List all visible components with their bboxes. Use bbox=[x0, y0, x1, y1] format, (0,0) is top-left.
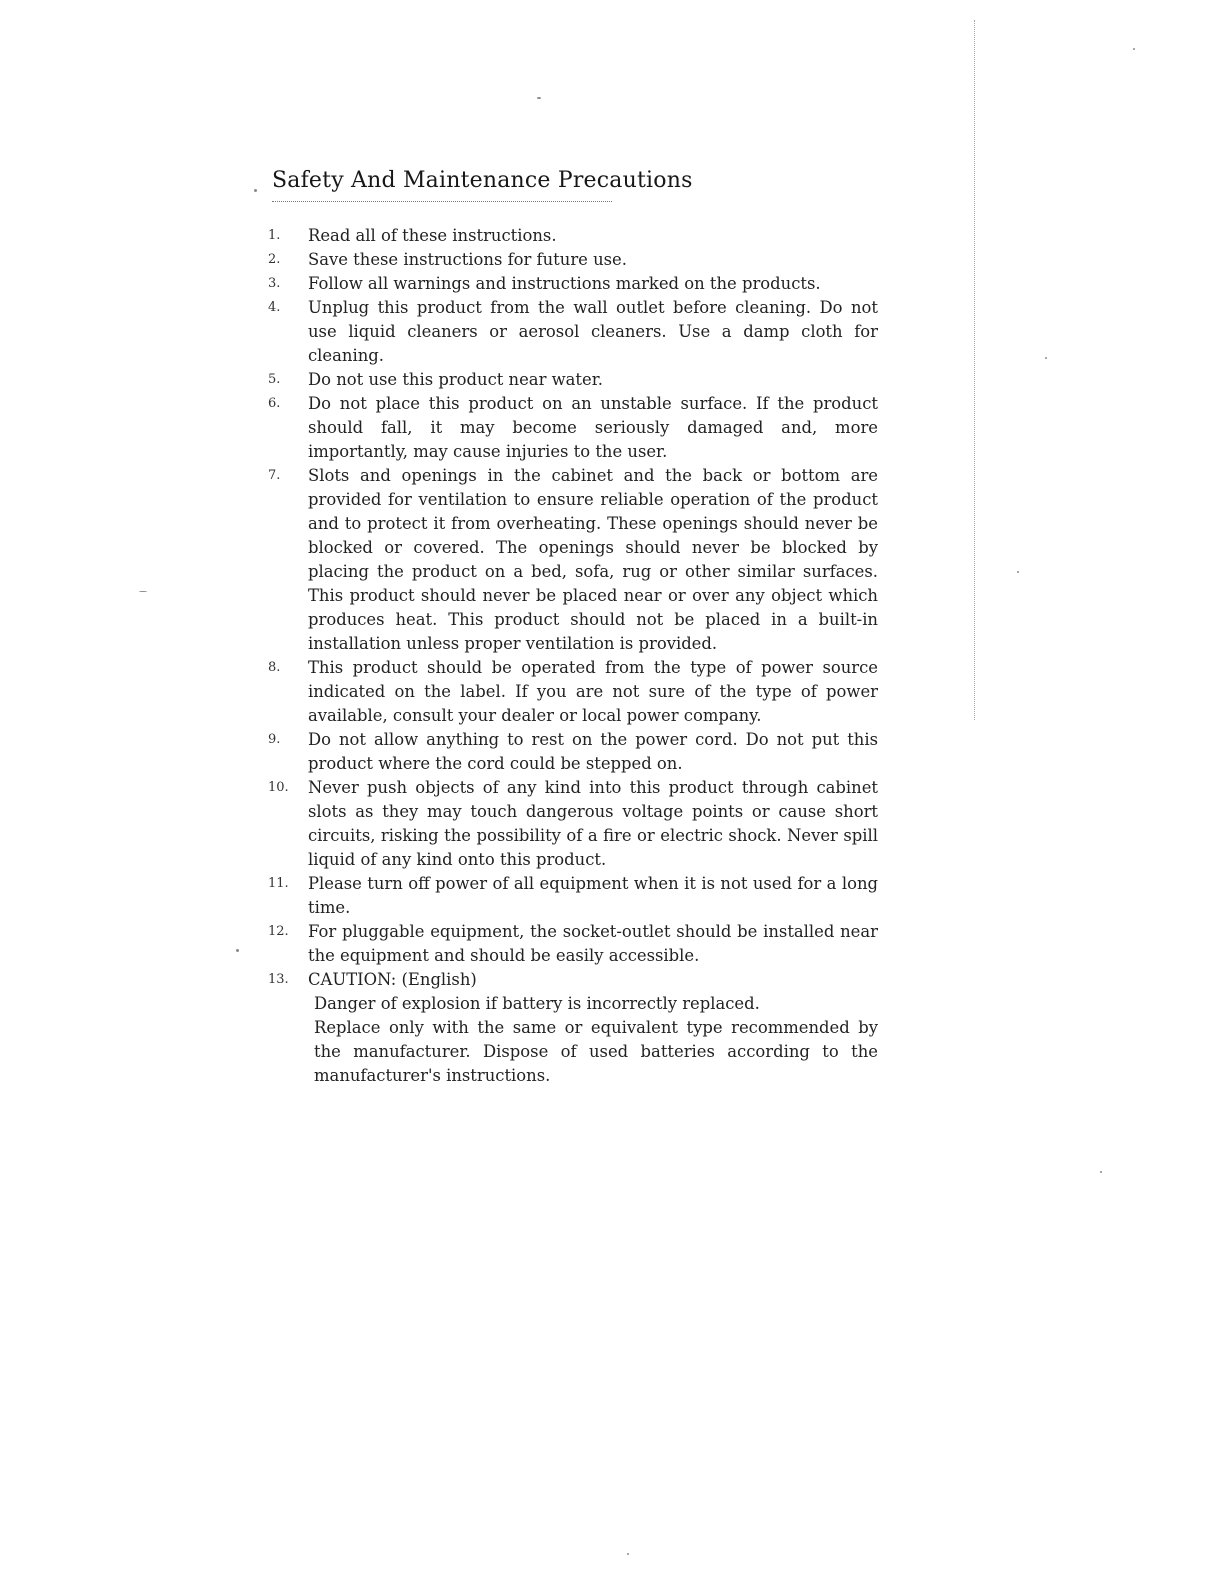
item-text: Never push objects of any kind into this product through cabinet slots as they may touch dangerous voltage points or cause short circuits, risking the possibility of a fire or electric shock. Never spill liquid of any kind onto this product. bbox=[308, 778, 878, 869]
item-text: Unplug this product from the wall outlet before cleaning. Do not use liquid cleaners or aerosol cleaners. Use a damp cloth for cleaning. bbox=[308, 298, 878, 365]
item-number: 10. bbox=[268, 780, 289, 795]
item-number: 7. bbox=[268, 468, 281, 483]
scan-speck bbox=[627, 1553, 629, 1555]
scan-speck bbox=[1045, 357, 1047, 359]
item-text: Please turn off power of all equipment when it is not used for a long time. bbox=[308, 874, 878, 917]
list-item bbox=[268, 296, 878, 368]
list-item bbox=[268, 248, 878, 272]
precautions-list bbox=[268, 224, 878, 1088]
title-underline bbox=[272, 201, 612, 202]
item-number: 13. bbox=[268, 972, 289, 987]
scan-speck bbox=[254, 189, 257, 192]
list-item bbox=[268, 272, 878, 296]
item-text: Slots and openings in the cabinet and the back or bottom are provided for ventilation to ensure reliable operation of the product and to protect it from overheating. These openings should never be blocked or covered. The openings should never be blocked by placing the product on a bed, sofa, rug or other similar surfaces. This product should never be placed near or over any object which produces heat. This product should not be placed in a built-in installation unless proper ventilation is provided. bbox=[308, 466, 878, 653]
caution-item bbox=[268, 968, 878, 1088]
list-item bbox=[268, 872, 878, 920]
caution-line-replace: Replace only with the same or equivalent type recommended by the manufacturer. Dispose of used batteries according to the manufacturer's instructions. bbox=[314, 1018, 878, 1085]
item-number: 2. bbox=[268, 252, 281, 267]
item-text: Do not use this product near water. bbox=[308, 370, 603, 389]
list-item bbox=[268, 224, 878, 248]
item-number: 9. bbox=[268, 732, 281, 747]
scan-edge-artifact bbox=[974, 20, 975, 720]
item-number: 6. bbox=[268, 396, 281, 411]
item-number: 12. bbox=[268, 924, 289, 939]
list-item bbox=[268, 392, 878, 464]
caution-line-explosion: Danger of explosion if battery is incorrectly replaced. bbox=[314, 994, 760, 1013]
list-item bbox=[268, 656, 878, 728]
item-number: 3. bbox=[268, 276, 281, 291]
item-number: 11. bbox=[268, 876, 289, 891]
scan-speck bbox=[1133, 48, 1135, 50]
item-number: 4. bbox=[268, 300, 281, 315]
caution-heading: CAUTION: (English) bbox=[308, 970, 477, 989]
item-text: Do not place this product on an unstable surface. If the product should fall, it may become seriously damaged and, more importantly, may cause injuries to the user. bbox=[308, 394, 878, 461]
caution-block bbox=[308, 968, 878, 1088]
item-number: 8. bbox=[268, 660, 281, 675]
item-text: Do not allow anything to rest on the power cord. Do not put this product where the cord could be stepped on. bbox=[308, 730, 878, 773]
item-text: This product should be operated from the type of power source indicated on the label. If you are not sure of the type of power available, consult your dealer or local power company. bbox=[308, 658, 878, 725]
list-item bbox=[268, 776, 878, 872]
item-number: 5. bbox=[268, 372, 281, 387]
item-text: Follow all warnings and instructions marked on the products. bbox=[308, 274, 821, 293]
scan-speck bbox=[537, 97, 541, 99]
caution-body bbox=[308, 992, 878, 1088]
scan-speck bbox=[1100, 1171, 1102, 1173]
scan-speck bbox=[1017, 571, 1019, 573]
list-item bbox=[268, 464, 878, 656]
page-title: Safety And Maintenance Precautions bbox=[272, 168, 693, 193]
item-text: Read all of these instructions. bbox=[308, 226, 557, 245]
scan-speck bbox=[139, 591, 147, 592]
list-item bbox=[268, 368, 878, 392]
item-number: 1. bbox=[268, 228, 281, 243]
scan-speck bbox=[236, 949, 239, 952]
list-item bbox=[268, 920, 878, 968]
list-item bbox=[268, 728, 878, 776]
item-text: For pluggable equipment, the socket-outlet should be installed near the equipment and should be easily accessible. bbox=[308, 922, 878, 965]
item-text: Save these instructions for future use. bbox=[308, 250, 627, 269]
